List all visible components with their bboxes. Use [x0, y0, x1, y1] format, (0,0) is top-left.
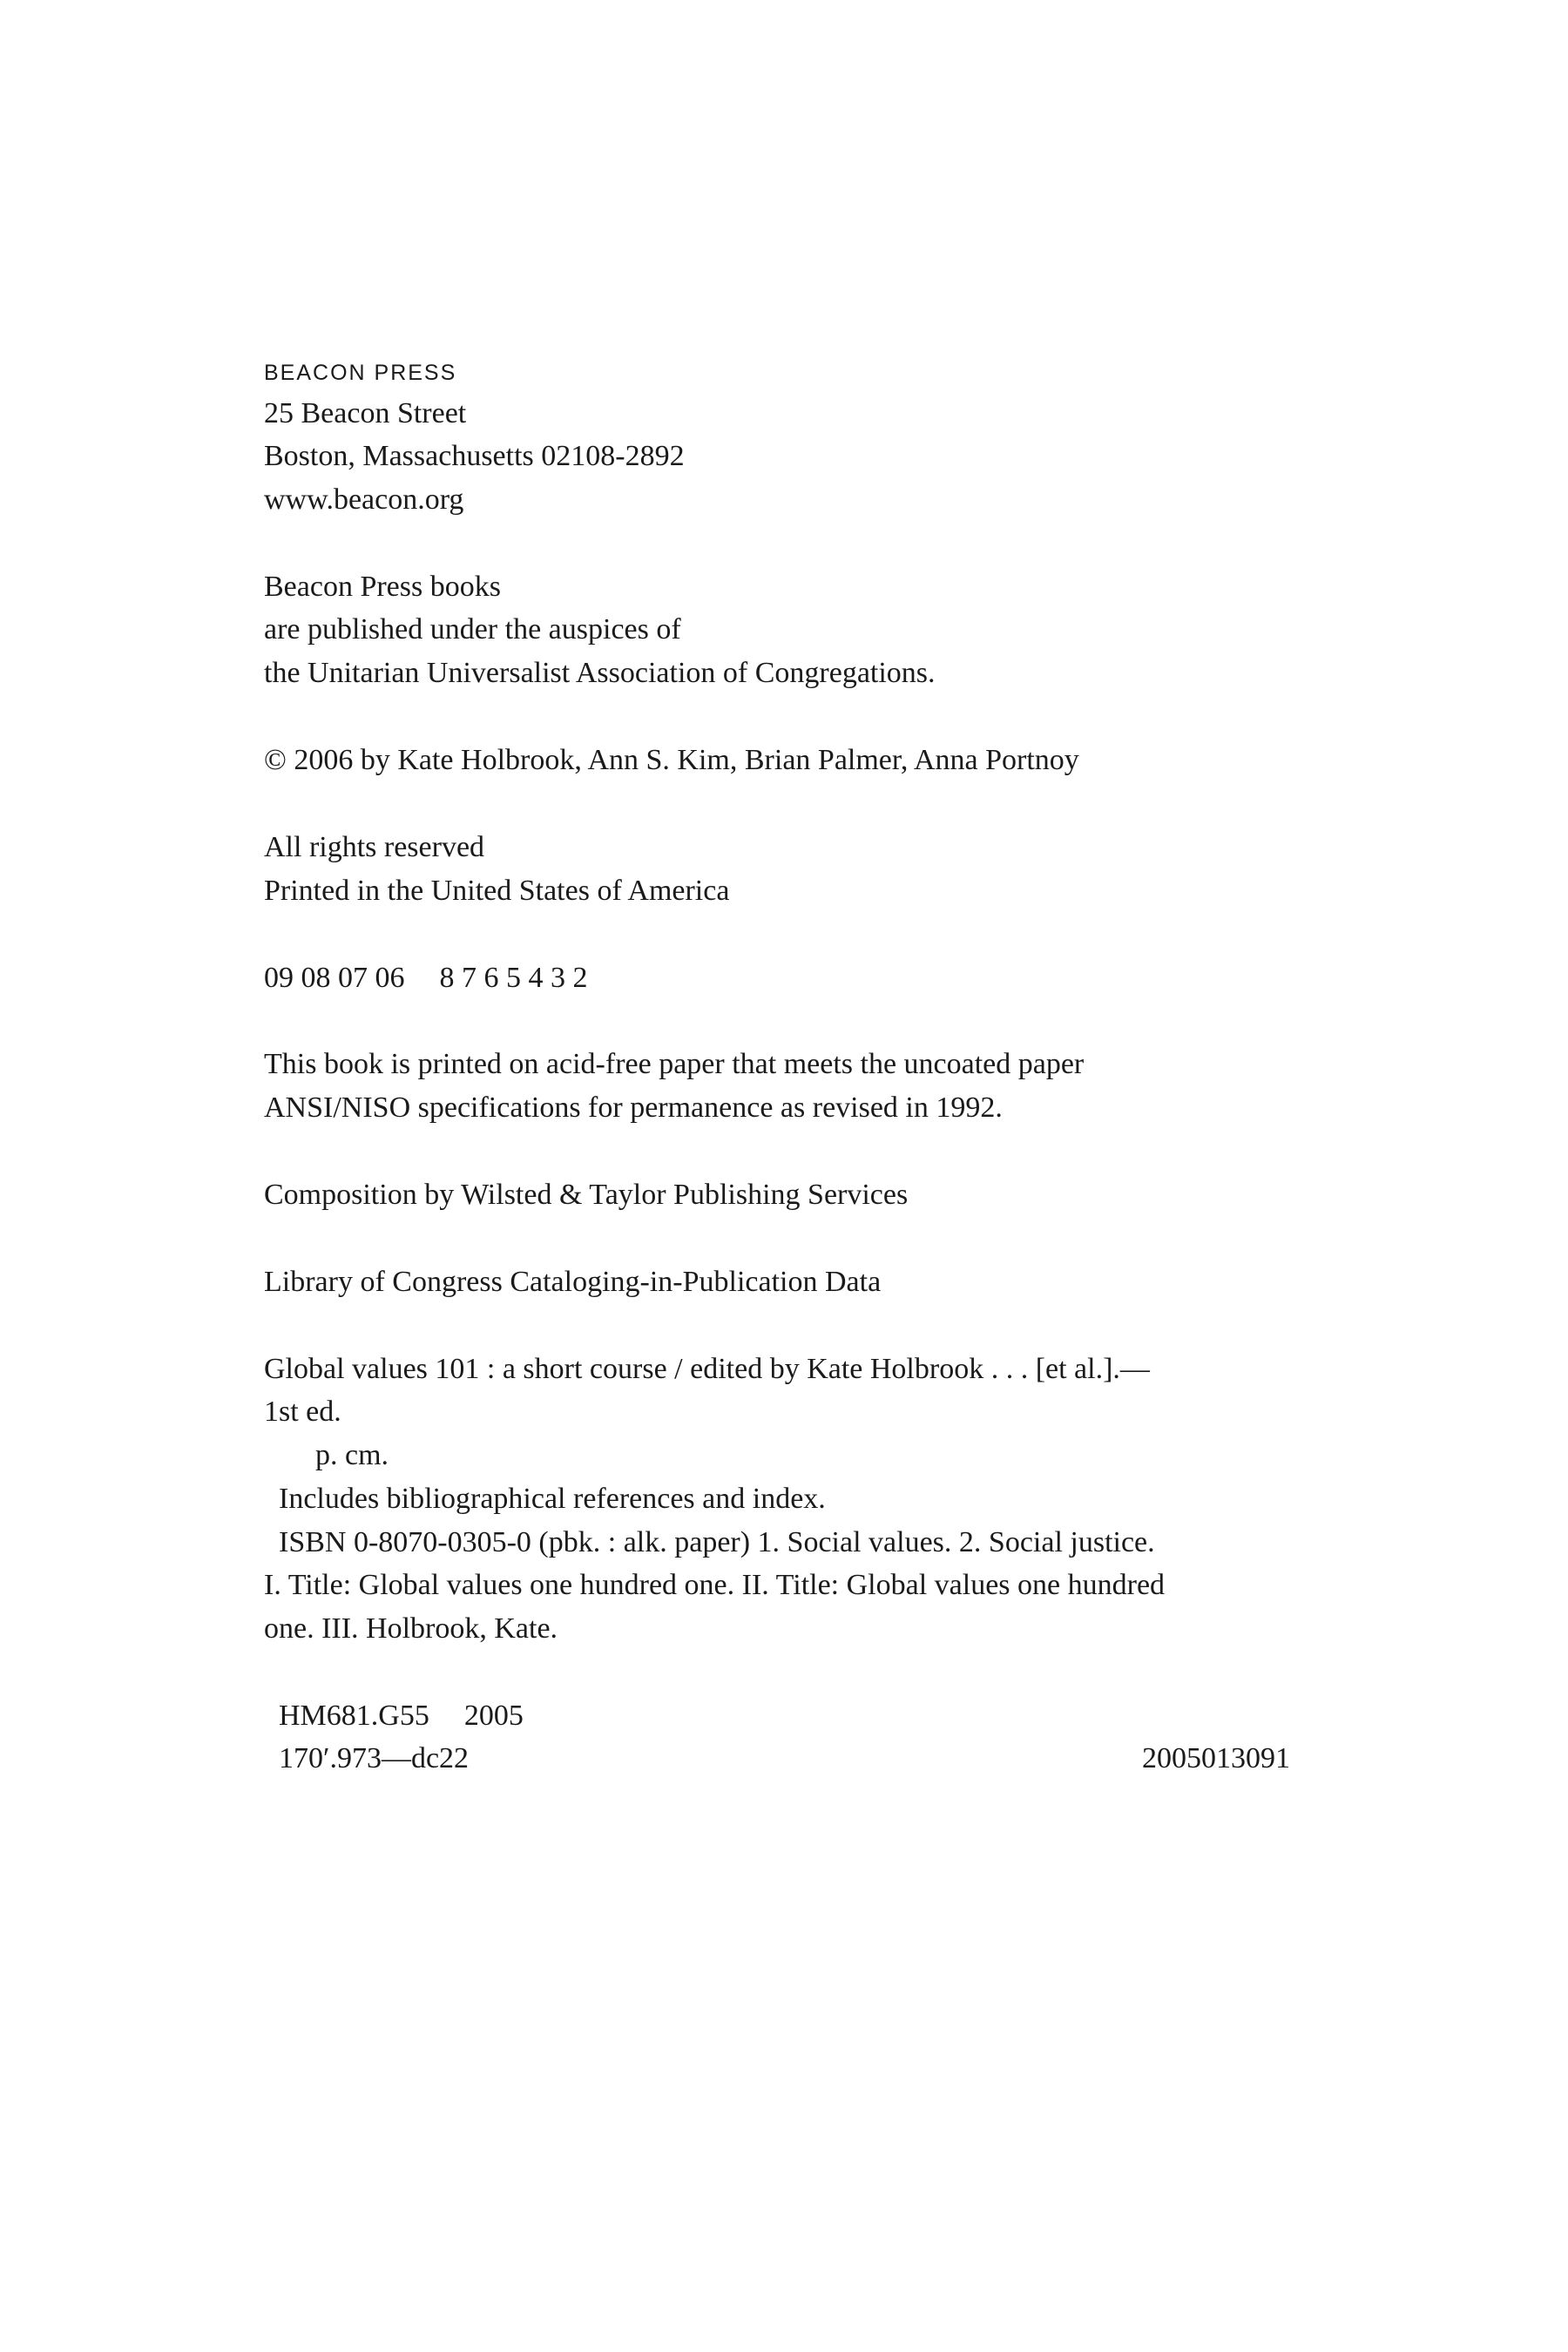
cip-title-line2: 1st ed. — [264, 1396, 341, 1428]
auspices-line3: the Unitarian Universalist Association of Congregations. — [264, 657, 936, 689]
cip-isbn-line: ISBN 0-8070-0305-0 (pbk. : alk. paper) 1. Social values. 2. Social justice. — [279, 1526, 1155, 1558]
copyright-notice: © 2006 by Kate Holbrook, Ann S. Kim, Brian Palmer, Anna Portnoy — [264, 744, 1079, 776]
cip-lc-classification — [279, 1699, 524, 1734]
cip-subjects-line1: I. Title: Global values one hundred one. II. Title: Global values one hundred — [264, 1569, 1166, 1601]
auspices-line1: Beacon Press books — [264, 571, 501, 603]
publisher-address-line1: 25 Beacon Street — [264, 397, 467, 429]
publisher-website: www.beacon.org — [264, 483, 464, 516]
cip-lccn: 2005013091 — [1142, 1742, 1290, 1774]
composition-credit: Composition by Wilsted & Taylor Publishing Services — [264, 1179, 909, 1211]
cip-lc-year: 2005 — [463, 1700, 524, 1732]
print-line — [264, 961, 588, 996]
cip-physical-description: p. cm. — [315, 1439, 389, 1471]
paper-notice-line2: ANSI/NISO specifications for permanence as revised in 1992. — [264, 1092, 1003, 1124]
cip-lc-class: HM681.G55 — [279, 1700, 429, 1732]
print-years: 09 08 07 06 — [264, 962, 405, 994]
cip-notes: Includes bibliographical references and index. — [279, 1483, 826, 1515]
cip-heading: Library of Congress Cataloging-in-Publication Data — [264, 1266, 882, 1298]
cip-title-line1: Global values 101 : a short course / edited by Kate Holbrook . . . [et al.].— — [264, 1353, 1150, 1385]
paper-notice-line1: This book is printed on acid-free paper that meets the uncoated paper — [264, 1048, 1085, 1080]
cip-subjects-line2: one. III. Holbrook, Kate. — [264, 1612, 558, 1645]
publisher-name: BEACON PRESS — [264, 361, 457, 385]
publisher-address-line2: Boston, Massachusetts 02108-2892 — [264, 440, 685, 472]
cip-dewey: 170′.973—dc22 — [279, 1742, 470, 1774]
rights-line2: Printed in the United States of America — [264, 875, 730, 907]
rights-line1: All rights reserved — [264, 831, 485, 863]
auspices-line2: are published under the auspices of — [264, 613, 681, 645]
print-impressions: 8 7 6 5 4 3 2 — [439, 962, 588, 994]
